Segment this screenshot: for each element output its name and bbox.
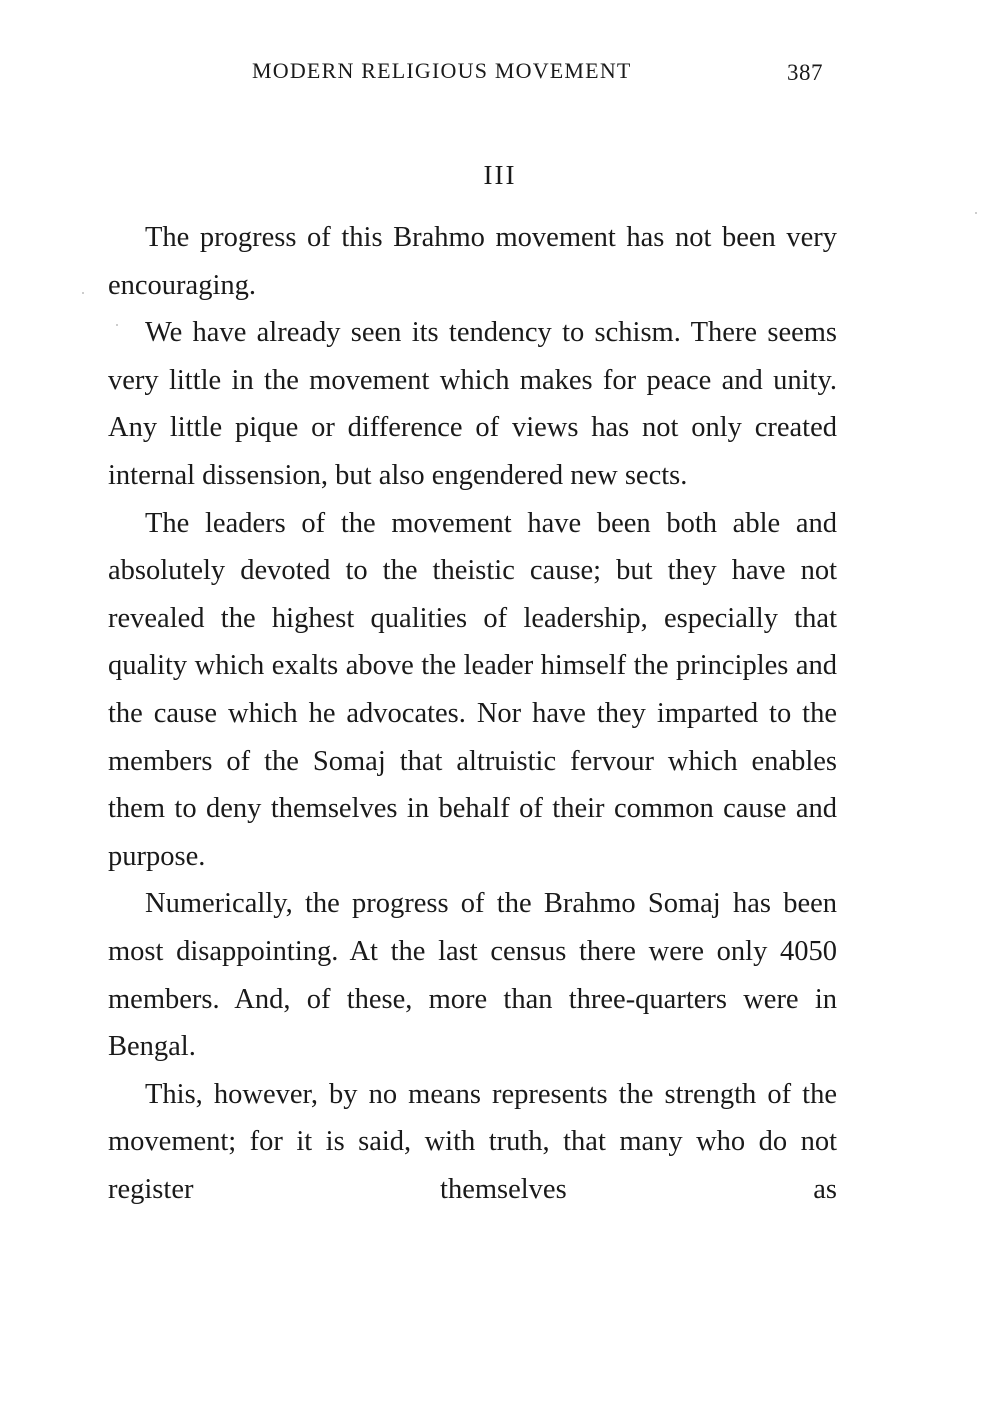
- paragraph-1: The progress of this Brahmo movement has not been very encouraging.: [108, 222, 837, 301]
- running-head: [0, 58, 1000, 92]
- scan-speck: [82, 292, 84, 294]
- section-heading: III: [483, 160, 517, 190]
- scan-speck: [116, 324, 118, 326]
- running-title: MODERN RELIGIOUS MOVEMENT: [252, 58, 632, 83]
- body-text: [108, 214, 837, 1213]
- paragraph-4: Numerically, the progress of the Brahmo Somaj has been most disappointing. At the last census there were only 4050 members. And, of these, more than three-quarters were in Bengal.: [108, 888, 837, 1063]
- paragraph-2: We have already seen its tendency to schism. There seems very little in the movement which makes for peace and unity. Any little pique or difference of views has not only created internal dissension, but also engendered new sects.: [108, 317, 837, 491]
- paragraph-3: The leaders of the movement have been both able and absolutely devoted to the theistic cause; but they have not revealed the highest qualities of leadership, especially that quality which exalts above the leader himself the principles and the cause which he advocates. Nor have they imparted to the members of the Somaj that altruistic fervour which enables them to deny themselves in behalf of their common cause and purpose.: [108, 507, 837, 872]
- paragraph-5: This, however, by no means represents the strength of the movement; for it is said, with truth, that many who do not register themselves as: [108, 1078, 837, 1205]
- scan-speck: [975, 212, 977, 214]
- page-number: 387: [787, 60, 823, 85]
